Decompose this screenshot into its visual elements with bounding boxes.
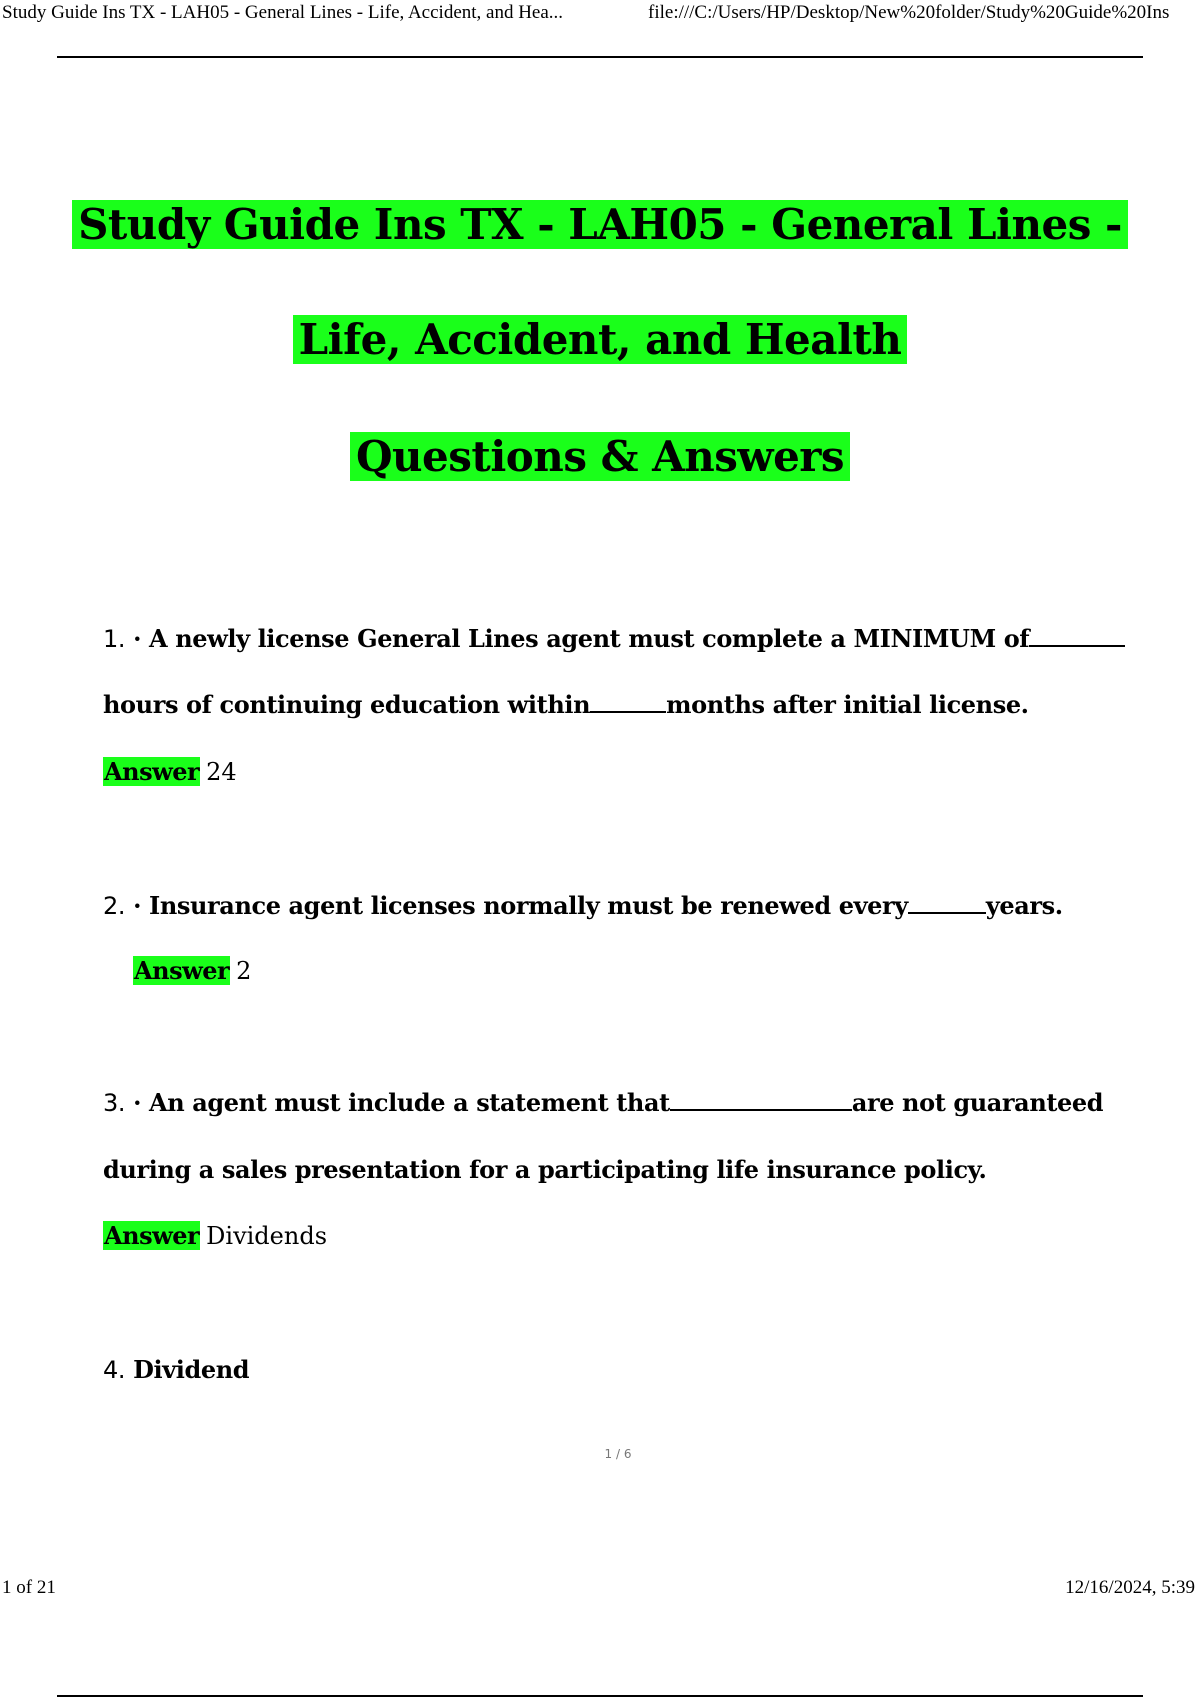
- answer-1-value: 24: [206, 758, 237, 786]
- question-1-text-b: hours of continuing education within: [103, 690, 591, 719]
- question-1-line-1: [103, 621, 1125, 657]
- question-2-blank: [908, 890, 986, 914]
- answer-2-value: 2: [236, 957, 252, 985]
- document-title-line-3: [0, 428, 1200, 486]
- question-2-text-b: years.: [985, 891, 1063, 920]
- print-header: [0, 0, 1200, 26]
- document-title-line-2: [0, 311, 1200, 369]
- question-3-text-c: during a sales presentation for a participating life insurance policy.: [103, 1155, 987, 1184]
- question-4-text: Dividend: [133, 1355, 250, 1384]
- question-3-text-b: are not guaranteed: [851, 1088, 1104, 1117]
- question-2-text-a: Insurance agent licenses normally must be renewed every: [149, 891, 908, 920]
- question-1-blank-2: [590, 689, 666, 713]
- question-3-bullet: ·: [133, 1088, 142, 1117]
- question-2-number: 2.: [103, 892, 126, 920]
- page-indicator: 1 / 6: [604, 1447, 632, 1461]
- question-1-number: 1.: [103, 625, 126, 653]
- question-2-line-1: [103, 888, 1063, 924]
- footer-divider: [57, 1695, 1143, 1697]
- header-divider: [57, 56, 1143, 58]
- print-header-title: Study Guide Ins TX - LAH05 - General Lines - Life, Accident, and Hea...: [2, 2, 564, 23]
- question-4-line-1: [103, 1352, 249, 1388]
- title-highlight-1: Study Guide Ins TX - LAH05 - General Lines -: [72, 200, 1128, 249]
- question-3-number: 3.: [103, 1089, 126, 1117]
- question-1-text-c: months after initial license.: [666, 690, 1029, 719]
- title-highlight-3: Questions & Answers: [350, 432, 850, 481]
- answer-2-label: Answer: [134, 956, 230, 985]
- answer-2: [133, 954, 251, 988]
- question-1-bullet: ·: [133, 624, 142, 653]
- answer-1-label: Answer: [104, 757, 200, 786]
- print-footer-page: 1 of 21: [2, 1577, 56, 1598]
- document-title-line-1: [0, 196, 1200, 254]
- question-3-text-a: An agent must include a statement that: [149, 1088, 670, 1117]
- question-3-line-1: [103, 1085, 1103, 1121]
- answer-3-value: Dividends: [206, 1222, 328, 1250]
- answer-3-label: Answer: [104, 1221, 200, 1250]
- question-1-text-a: A newly license General Lines agent must complete a MINIMUM of: [149, 624, 1030, 653]
- print-header-url: file:///C:/Users/HP/Desktop/New%20folder/Study%20Guide%20Ins: [648, 2, 1170, 23]
- answer-1: [103, 755, 237, 789]
- question-1-line-2: [103, 687, 1029, 723]
- print-footer-datetime: 12/16/2024, 5:39: [1065, 1577, 1195, 1598]
- question-1-blank-1: [1029, 623, 1125, 647]
- question-2-bullet: ·: [133, 891, 142, 920]
- question-4-number: 4.: [103, 1356, 126, 1384]
- title-highlight-2: Life, Accident, and Health: [293, 315, 908, 364]
- answer-3: [103, 1219, 327, 1253]
- question-3-blank: [670, 1087, 852, 1111]
- question-3-line-2: [103, 1152, 986, 1188]
